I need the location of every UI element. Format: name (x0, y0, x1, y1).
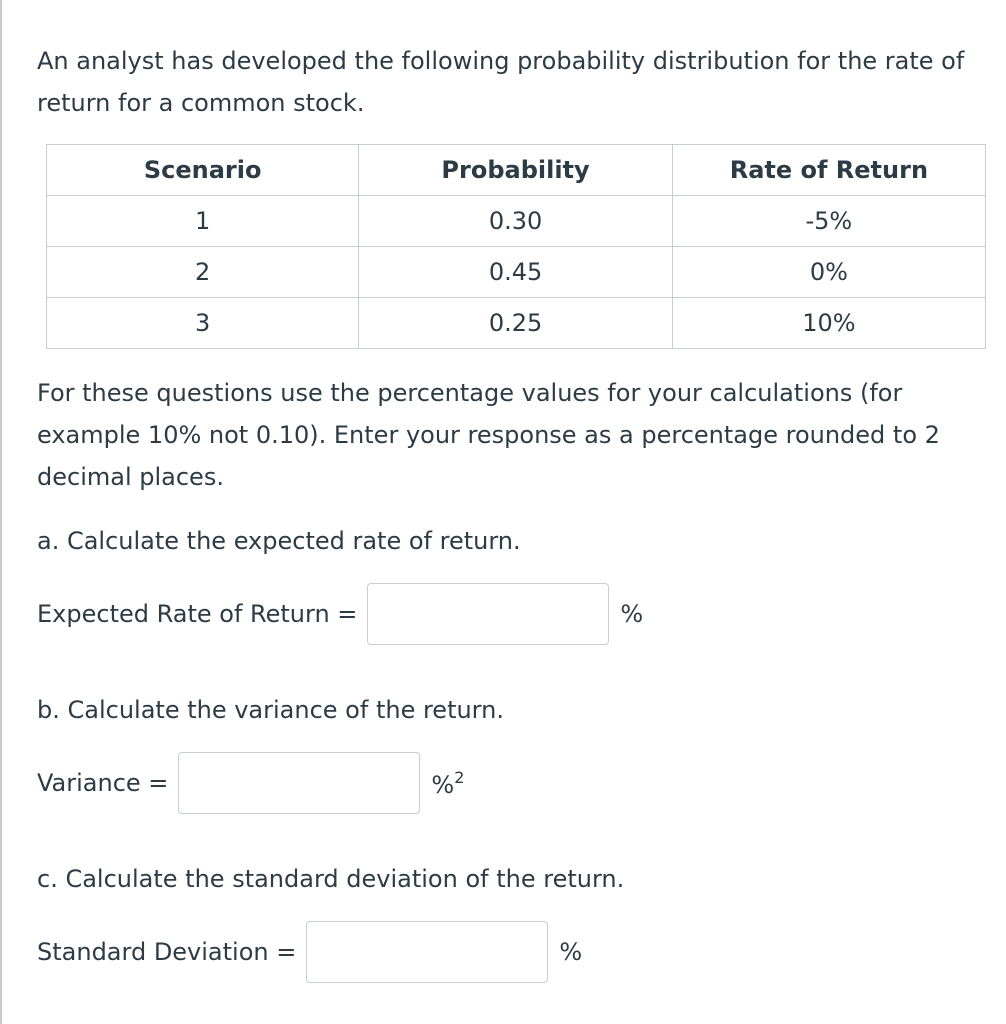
variance-unit-symbol: % (431, 770, 455, 799)
intro-text: An analyst has developed the following probability distribution for the rate of return for a common stock. (37, 47, 965, 117)
table-row (47, 196, 986, 247)
header-probability: Probability (359, 145, 672, 196)
cell-rate-of-return: 10% (672, 298, 985, 349)
header-rate-of-return: Rate of Return (672, 145, 985, 196)
table-row (47, 298, 986, 349)
table-row (47, 247, 986, 298)
cell-probability: 0.45 (359, 247, 672, 298)
std-dev-label: Standard Deviation = (37, 938, 297, 966)
cell-scenario: 2 (47, 247, 359, 298)
left-border (0, 0, 2, 1024)
expected-return-unit: % (620, 600, 644, 628)
cell-scenario: 3 (47, 298, 359, 349)
variance-unit (431, 768, 464, 799)
cell-rate-of-return: -5% (672, 196, 985, 247)
variance-input[interactable] (178, 752, 420, 814)
answer-row-variance (37, 752, 464, 814)
variance-label: Variance = (37, 769, 169, 797)
expected-return-input[interactable] (367, 583, 609, 645)
cell-probability: 0.30 (359, 196, 672, 247)
std-dev-input[interactable] (306, 921, 548, 983)
question-c-prompt: c. Calculate the standard deviation of the return. (37, 865, 625, 893)
cell-probability: 0.25 (359, 298, 672, 349)
question-b-prompt: b. Calculate the variance of the return. (37, 696, 504, 724)
question-a-prompt: a. Calculate the expected rate of return. (37, 527, 521, 555)
variance-unit-exponent: 2 (454, 767, 465, 787)
cell-scenario: 1 (47, 196, 359, 247)
cell-rate-of-return: 0% (672, 247, 985, 298)
answer-row-expected-return (37, 583, 643, 645)
answer-row-std-dev (37, 921, 582, 983)
table-header-row (47, 145, 986, 196)
header-scenario: Scenario (47, 145, 359, 196)
std-dev-unit: % (559, 938, 583, 966)
probability-distribution-table (46, 144, 986, 349)
instructions-text: For these questions use the percentage values for your calculations (for example 10% not 0.10). Enter your response as a percentage rounded to 2 decimal places. (37, 379, 940, 491)
expected-return-label: Expected Rate of Return = (37, 600, 358, 628)
